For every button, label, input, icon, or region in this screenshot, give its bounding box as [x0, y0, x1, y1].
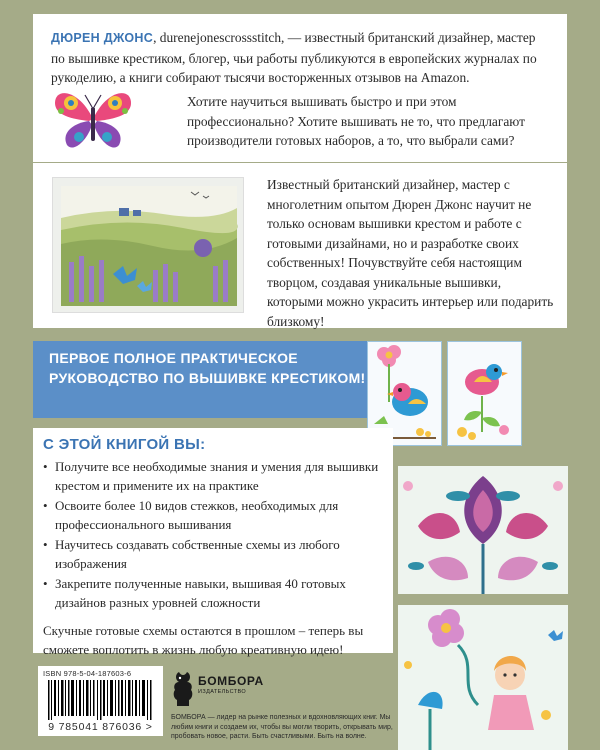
author-intro: [51, 28, 551, 88]
landscape-embroidery-image: [52, 177, 244, 313]
barcode-bars: [46, 680, 158, 720]
banner-text: ПЕРВОЕ ПОЛНОЕ ПРАКТИЧЕСКОЕ РУКОВОДСТВО ПО ВЫШИВКЕ КРЕСТИКОМ!: [49, 350, 366, 386]
benefits-title: С ЭТОЙ КНИГОЙ ВЫ:: [43, 436, 206, 453]
question-text: Хотите научиться вышивать быстро и при этом профессионально? Хотите вышивать не то, что предлагают производители готовых наборов, а то, что выбрали сами?: [187, 94, 525, 148]
girl-embroidery-image: [398, 605, 568, 750]
closing-text: Скучные готовые схемы остаются в прошлом – теперь вы сможете воплотить в жизнь любую креативную идею!: [43, 623, 364, 657]
benefit-item: • Научитесь создавать собственные схемы из любого изображения: [43, 536, 388, 573]
isbn-text: ISBN 978-5-04-187603-6: [43, 669, 132, 678]
benefits-list: [43, 458, 388, 614]
benefit-item: • Закрепите полученные навыки, вышивая 40 готовых дизайнов разных уровней сложности: [43, 575, 388, 612]
barcode: [38, 666, 163, 736]
benefits-card: [33, 428, 393, 657]
benefit-item: • Получите все необходимые знания и умения для вышивки крестом и примените их на практике: [43, 458, 388, 495]
butterfly-embroidery-image: [49, 85, 137, 155]
bird-embroidery-image-right: [447, 341, 522, 446]
barcode-digits: 9 785041 876036 >: [48, 721, 153, 733]
publisher-description: БОМБОРА — лидер на рынке полезных и вдохновляющих книг. Мы любим книги и создаем их, чтобы вы могли творить, открывать мир, пробовать новое, расти. Быть счастливыми. Быть на волне.: [171, 714, 393, 741]
designer-text: Известный британский дизайнер, мастер с многолетним опытом Дюрен Джонс научит не только основам вышивки крестом и работе с готовыми дизайнами, но и разработке своих собственных! Почувствуйте себя настоящим творцом, создавая уникальные вышивки, которыми можно украсить интерьер или подарить близкому!: [267, 177, 554, 329]
publisher-subtitle: ИЗДАТЕЛЬСТВО: [198, 689, 247, 695]
benefit-item: • Освоите более 10 видов стежков, необходимых для профессионального вышивания: [43, 497, 388, 534]
publisher-logo-icon: [171, 670, 195, 708]
headline-banner: [33, 341, 393, 418]
publisher-name: БОМБОРА: [198, 674, 264, 688]
floral-embroidery-image: [398, 466, 568, 594]
author-intro-text: , durenejonesсrossstitch, — известный британский дизайнер, мастер по вышивке крестиком, блогер, чьи работы публикуются в европейских журналах по рукоделию, а книги собирают тысячи восторженных отзывов на Amazon.: [51, 30, 537, 85]
author-name: ДЮРЕН ДЖОНС: [51, 31, 154, 45]
